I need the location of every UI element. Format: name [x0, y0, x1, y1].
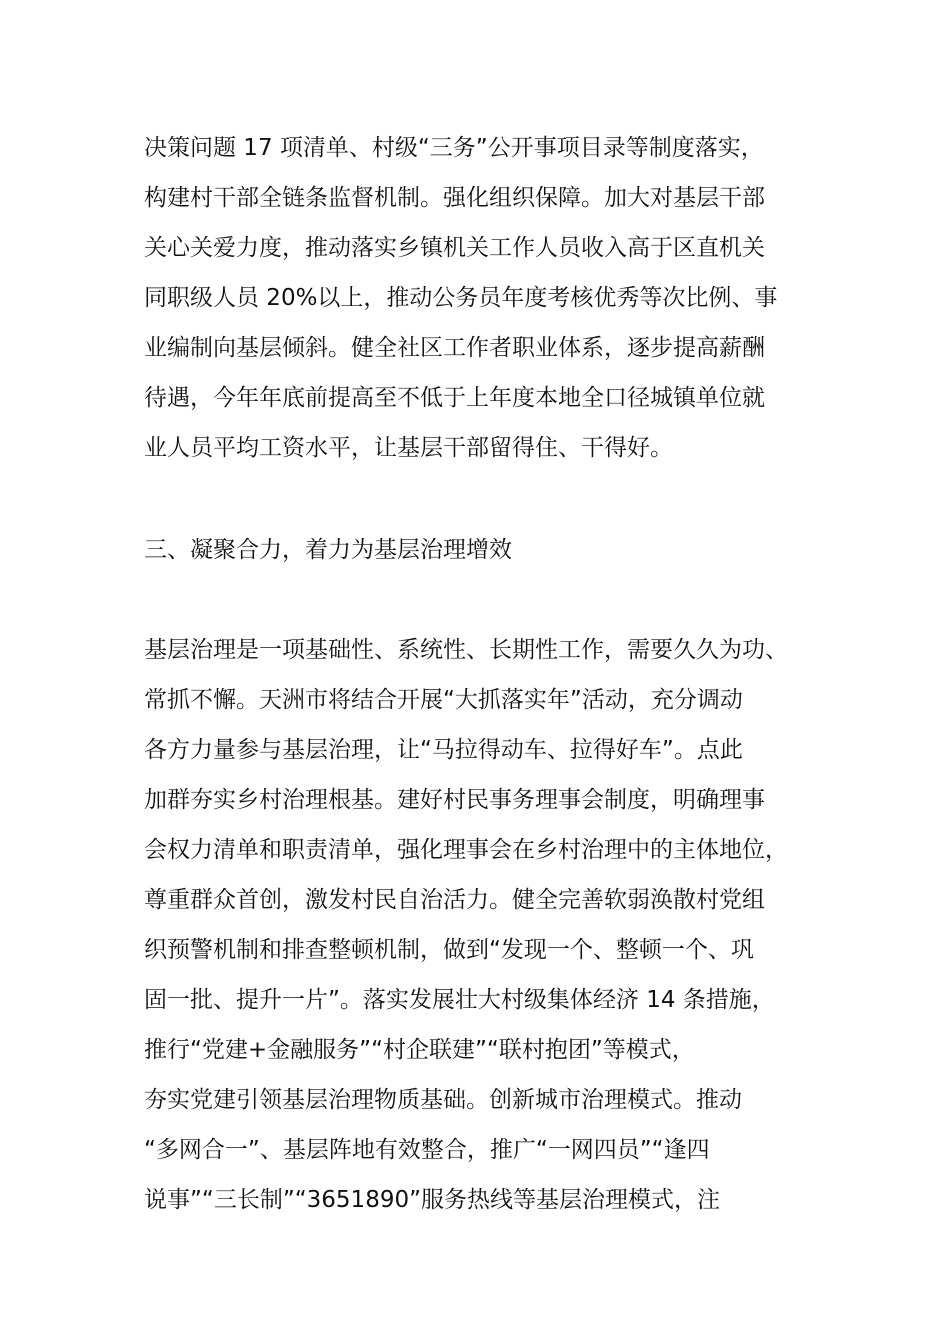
paragraph-grassroots-governance	[144, 625, 814, 1225]
paragraph-supervision-and-support	[144, 123, 814, 473]
paragraph-line: 推行“党建+金融服务”“村企联建”“联村抱团”等模式，	[144, 1037, 695, 1063]
section-heading-text: 三、凝聚合力，着力为基层治理增效	[144, 537, 512, 563]
paragraph-line: 决策问题 17 项清单、村级“三务”公开事项目录等制度落实，	[144, 135, 764, 161]
paragraph-line: 构建村干部全链条监督机制。强化组织保障。加大对基层干部	[144, 185, 765, 211]
section-heading	[144, 525, 814, 575]
paragraph-line: 固一批、提升一片”。落实发展壮大村级集体经济 14 条措施，	[144, 987, 775, 1013]
paragraph-line: 同职级人员 20%以上，推动公务员年度考核优秀等次比例、事	[144, 285, 778, 311]
paragraph-line: “多网合一”、基层阵地有效整合，推广“一网四员”“逢四	[144, 1137, 710, 1163]
paragraph-line: 夯实党建引领基层治理物质基础。创新城市治理模式。推动	[144, 1087, 742, 1113]
paragraph-line: 尊重群众首创，激发村民自治活力。健全完善软弱涣散村党组	[144, 887, 765, 913]
paragraph-line: 织预警机制和排查整顿机制，做到“发现一个、整顿一个、巩	[144, 937, 754, 963]
paragraph-line: 业人员平均工资水平，让基层干部留得住、干得好。	[144, 435, 673, 461]
paragraph-line: 常抓不懈。天洲市将结合开展“大抓落实年”活动，充分调动	[144, 687, 743, 713]
paragraph-line: 基层治理是一项基础性、系统性、长期性工作，需要久久为功、	[144, 637, 788, 663]
paragraph-line: 加群夯实乡村治理根基。建好村民事务理事会制度，明确理事	[144, 787, 765, 813]
paragraph-line: 各方力量参与基层治理，让“马拉得动车、拉得好车”。点此	[144, 737, 743, 763]
paragraph-line: 业编制向基层倾斜。健全社区工作者职业体系，逐步提高薪酬	[144, 335, 765, 361]
paragraph-line: 关心关爱力度，推动落实乡镇机关工作人员收入高于区直机关	[144, 235, 765, 261]
paragraph-line: 待遇，今年年底前提高至不低于上年度本地全口径城镇单位就	[144, 385, 765, 411]
paragraph-line: 会权力清单和职责清单，强化理事会在乡村治理中的主体地位，	[144, 837, 788, 863]
paragraph-line: 说事”“三长制”“3651890”服务热线等基层治理模式，注	[144, 1187, 721, 1213]
